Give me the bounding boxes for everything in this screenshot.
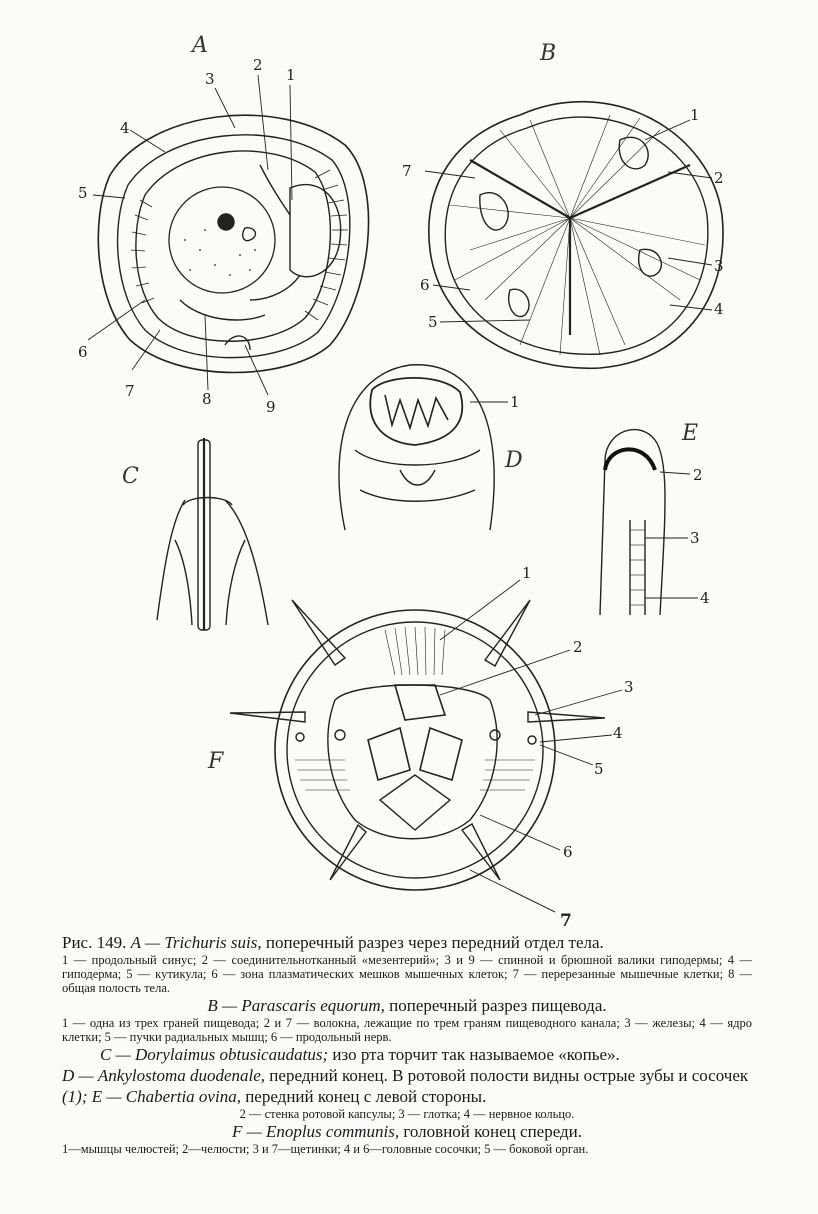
panel-b-label-6: 6 <box>420 276 430 294</box>
panel-b-label-3: 3 <box>714 257 724 275</box>
panel-a-label-7: 7 <box>125 382 135 400</box>
panel-e-label-3: 3 <box>690 529 700 547</box>
caption-f-letter: F — <box>231 1122 262 1141</box>
caption-d-heading <box>62 1065 752 1107</box>
panel-a-label-8: 8 <box>202 390 212 408</box>
panel-a-label-4: 4 <box>120 119 130 137</box>
panel-a-label-2: 2 <box>253 56 263 74</box>
panel-f-label-4: 4 <box>613 724 623 742</box>
panel-a-letter: A <box>192 33 208 58</box>
panel-b-letter: B <box>540 41 557 66</box>
caption-d-desc-tail: (1); <box>62 1087 88 1106</box>
caption-a-species: Trichuris suis, <box>164 933 262 952</box>
caption-b-letter: B — <box>207 996 238 1015</box>
caption-a-legend: 1 — продольный синус; 2 — соединительнотканный «мезентерий»; 3 и 9 — спинной и брюшной валики гиподермы; 4 — гиподерма; 5 — кутикула; 6 — зона плазматических мешков мышечных клеток; 7 — перерезанные мышечные клетки; 8 — общая полость тела. <box>62 953 752 995</box>
caption-c-heading <box>62 1044 752 1065</box>
panel-b-label-5: 5 <box>428 313 438 331</box>
panel-e-letter: E <box>682 421 699 446</box>
panel-f-label-7: 7 <box>560 911 572 930</box>
caption-f-heading <box>62 1121 752 1142</box>
panel-a-label-1: 1 <box>286 66 296 84</box>
panel-d-drawing <box>339 365 508 530</box>
caption-f-species: Enoplus communis, <box>265 1122 400 1141</box>
caption-c-letter: C — <box>100 1045 131 1064</box>
panel-b-label-7: 7 <box>402 162 412 180</box>
panel-e-label-4: 4 <box>700 589 710 607</box>
caption-b-heading <box>62 995 752 1016</box>
panel-b-label-4: 4 <box>714 300 724 318</box>
caption-a-letter: A — <box>130 933 161 952</box>
panel-b-label-2: 2 <box>714 169 724 187</box>
panel-a-label-5: 5 <box>78 184 88 202</box>
panel-f-drawing <box>230 580 622 912</box>
panel-f-letter: F <box>208 749 224 774</box>
caption-b-species: Parascaris equorum, <box>241 996 385 1015</box>
panel-f-label-6: 6 <box>563 843 573 861</box>
caption-b-legend: 1 — одна из трех граней пищевода; 2 и 7 — волокна, лежащие по трем граням пищеводного канала; 3 — железы; 4 — ядро клетки; 5 — пучки радиальных мышц; 6 — продольный нерв. <box>62 1016 752 1044</box>
panel-f-label-3: 3 <box>624 678 634 696</box>
caption-e-desc: передний конец с левой стороны. <box>245 1087 487 1106</box>
panel-a-label-9: 9 <box>266 398 276 416</box>
panel-d-label-1: 1 <box>510 393 520 411</box>
caption-e-legend: 2 — стенка ротовой капсулы; 3 — глотка; 4 — нервное кольцо. <box>239 1107 575 1121</box>
caption-e-species: Chabertia ovina, <box>125 1087 241 1106</box>
panel-c-drawing <box>157 438 268 630</box>
panel-f-label-5: 5 <box>594 760 604 778</box>
panel-b-label-1: 1 <box>690 106 700 124</box>
panel-e-drawing <box>600 430 698 615</box>
caption-fig-prefix: Рис. 149. <box>62 933 127 952</box>
panel-f-label-1: 1 <box>522 564 532 582</box>
panel-b-drawing <box>425 102 723 369</box>
figure-caption <box>62 932 752 1156</box>
caption-f-desc: головной конец спереди. <box>403 1122 583 1141</box>
caption-a-desc: поперечный разрез через передний отдел тела. <box>265 933 604 952</box>
caption-d-desc: передний конец. В ротовой полости видны острые зубы и сосочек <box>269 1066 749 1085</box>
panel-a-label-3: 3 <box>205 70 215 88</box>
panel-d-letter: D <box>505 448 523 473</box>
panel-c-letter: C <box>122 464 139 489</box>
panel-e-label-2: 2 <box>693 466 703 484</box>
panel-a-label-6: 6 <box>78 343 88 361</box>
caption-d-letter: D — <box>62 1066 94 1085</box>
caption-a-heading <box>62 932 752 953</box>
caption-d-species: Ankylostoma duodenale, <box>97 1066 266 1085</box>
caption-e-letter: E — <box>91 1087 122 1106</box>
caption-c-desc: изо рта торчит так называемое «копье». <box>332 1045 620 1064</box>
caption-f-legend: 1—мышцы челюстей; 2—челюсти; 3 и 7—щетинки; 4 и 6—головные сосочки; 5 — боковой орган. <box>62 1142 589 1156</box>
panel-a-drawing <box>88 75 369 395</box>
panel-f-label-2: 2 <box>573 638 583 656</box>
caption-c-species: Dorylaimus obtusicaudatus; <box>134 1045 329 1064</box>
caption-b-desc: поперечный разрез пищевода. <box>389 996 607 1015</box>
